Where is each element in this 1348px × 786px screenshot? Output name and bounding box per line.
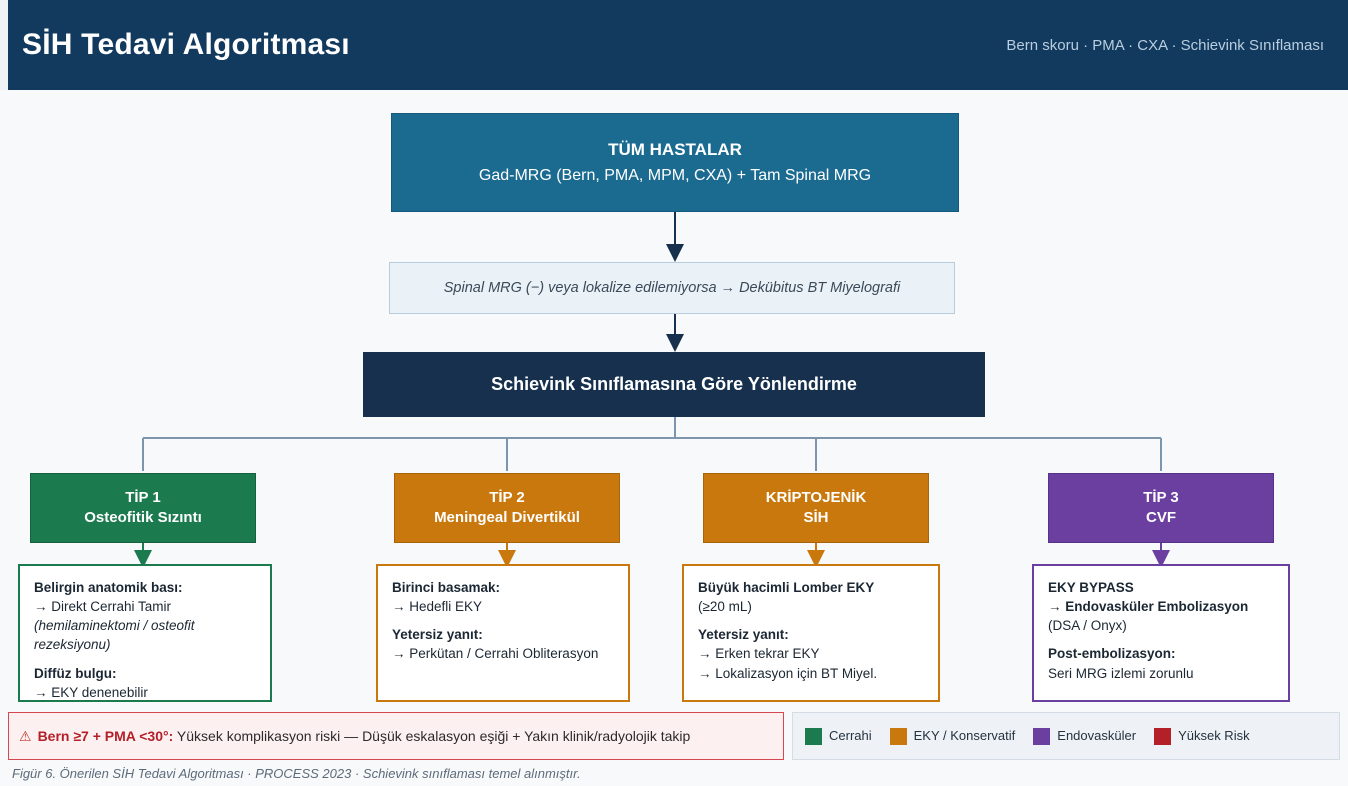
branch-detail-type2 <box>376 564 630 702</box>
legend-label-high-risk: Yüksek Risk <box>1178 728 1250 744</box>
page-title: SİH Tedavi Algoritması <box>22 28 350 61</box>
type3-label-2: Post-embolizasyon: <box>1048 646 1176 662</box>
branch-head-type2-line1: TİP 2 <box>489 488 525 506</box>
type2-label-2: Yetersiz yanıt: <box>392 627 483 643</box>
node-all-patients <box>391 113 959 212</box>
type1-label-2: Diffüz bulgu: <box>34 665 117 681</box>
branch-head-cryptogenic-line2: SİH <box>803 509 829 526</box>
branch-head-cryptogenic <box>703 473 929 543</box>
branch-detail-cryptogenic <box>682 564 940 702</box>
type1-label-1: Belirgin anatomik bası: <box>34 580 183 595</box>
cryptogenic-label-2: Yetersiz yanıt: <box>698 627 789 643</box>
legend-item-high-risk <box>1154 728 1250 745</box>
branch-head-type1-line1: TİP 1 <box>125 488 161 506</box>
branch-head-type2-line2: Meningeal Divertikül <box>434 509 580 526</box>
branch-head-type2 <box>394 473 620 543</box>
legend-swatch-conservative <box>890 728 907 745</box>
node-all-patients-title: TÜM HASTALAR <box>608 140 742 159</box>
legend-swatch-high-risk <box>1154 728 1171 745</box>
type2-line-1: → Hedefli EKY <box>392 599 483 615</box>
legend-item-endovascular <box>1033 728 1136 745</box>
legend-swatch-surgery <box>805 728 822 745</box>
type1-note-1: (hemilaminektomi / osteofit rezeksiyonu) <box>34 618 195 653</box>
type1-line-2: → EKY denenebilir <box>34 684 148 700</box>
warning-bold: Bern ≥7 + PMA <30°: <box>37 728 174 744</box>
warning-text: Yüksek komplikasyon riski — Düşük eskalasyon eşiği + Yakın klinik/radyolojik takip <box>173 728 691 744</box>
legend-swatch-endovascular <box>1033 728 1050 745</box>
type2-label-1: Birinci basamak: <box>392 580 501 595</box>
branch-head-type3-line1: TİP 3 <box>1143 488 1179 506</box>
type3-line-2: (DSA / Onyx) <box>1048 618 1127 634</box>
branch-detail-type1 <box>18 564 272 702</box>
legend-item-conservative <box>890 728 1016 745</box>
branch-head-type3-line2: CVF <box>1146 509 1176 526</box>
page-header <box>0 0 1348 90</box>
cryptogenic-label-1: Büyük hacimli Lomber EKY <box>698 580 875 595</box>
type3-line-1: → Endovasküler Embolizasyon <box>1048 599 1249 615</box>
header-subtitle: Bern skoru · PMA · CXA · Schievink Sınıflaması <box>1006 36 1324 54</box>
type3-line-3: Seri MRG izlemi zorunlu <box>1048 665 1194 681</box>
algorithm-diagram <box>0 90 1348 786</box>
figure-caption: Figür 6. Önerilen SİH Tedavi Algoritması · PROCESS 2023 · Schievink sınıflaması temel alınmıştır. <box>12 766 581 781</box>
header-accent-bar <box>0 0 8 90</box>
legend-label-surgery: Cerrahi <box>829 728 872 744</box>
legend-label-conservative: EKY / Konservatif <box>913 728 1016 744</box>
branch-head-cryptogenic-line1: KRİPTOJENİK <box>765 488 867 506</box>
cryptogenic-line-1: (≥20 mL) <box>698 599 752 615</box>
cryptogenic-line-2: → Erken tekrar EKY <box>698 646 820 662</box>
high-risk-warning <box>8 712 784 760</box>
node-all-patients-detail: Gad-MRG (Bern, PMA, MPM, CXA) + Tam Spinal MRG <box>478 167 872 184</box>
type2-line-2: → Perkütan / Cerrahi Obliterasyon <box>392 646 599 662</box>
cryptogenic-line-3: → Lokalizasyon için BT Miyel. <box>698 665 878 681</box>
branch-head-type1-line2: Osteofitik Sızıntı <box>84 509 202 526</box>
branch-head-type3 <box>1048 473 1274 543</box>
node-schievink-routing: Schievink Sınıflamasına Göre Yönlendirme <box>363 352 985 417</box>
node-ct-myelography-note: Spinal MRG (−) veya lokalize edilemiyorsa → Dekübitus BT Miyelografi <box>389 262 955 314</box>
warning-icon: ⚠ <box>19 727 32 744</box>
branch-detail-type3 <box>1032 564 1290 702</box>
branch-head-type1 <box>30 473 256 543</box>
legend <box>792 712 1340 760</box>
legend-item-surgery <box>805 728 872 745</box>
type3-label-1: EKY BYPASS <box>1048 580 1134 595</box>
type1-line-1: → Direkt Cerrahi Tamir <box>34 599 172 615</box>
legend-label-endovascular: Endovasküler <box>1057 728 1137 744</box>
